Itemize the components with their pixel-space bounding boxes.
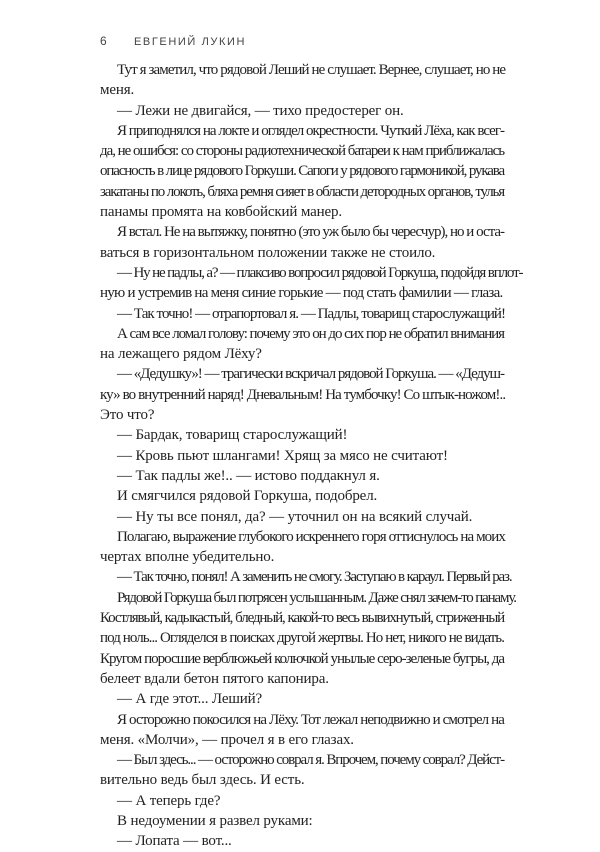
text-line: — «Дедушку»! — трагически вскричал рядовой Горкуша. — «Дедуш-: [117, 366, 504, 383]
text-line: — Ну не падлы, а? — плаксиво вопросил рядовой Горкуша, подойдя вплот-: [117, 264, 523, 281]
text-line: панамы промята на ковбойский манер.: [100, 204, 342, 221]
running-head: [100, 34, 246, 48]
text-line: чертах вполне убедительно.: [100, 549, 275, 566]
text-line: — Лежи не двигайся, — тихо предостерег он.: [117, 102, 404, 119]
text-line: В недоумении я развел руками:: [117, 812, 313, 829]
page-number: 6: [100, 34, 107, 48]
text-line: — Так падлы же!.. — истово поддакнул я.: [117, 467, 380, 484]
text-line: И смягчился рядовой Горкуша, подобрел.: [117, 488, 378, 505]
text-line: Тут я заметил, что рядовой Леший не слушает. Вернее, слушает, но не: [117, 62, 506, 78]
text-line: Я осторожно покосился на Лёху. Тот лежал неподвижно и смотрел на: [117, 711, 504, 728]
text-line: Полагаю, выражение глубокого искреннего горя оттиснулось на моих: [117, 528, 505, 545]
text-line: меня. «Молчи», — прочел я в его глазах.: [100, 731, 354, 748]
text-line: вительно ведь был здесь. И есть.: [100, 772, 305, 789]
text-line: на лежащего рядом Лёху?: [100, 346, 262, 363]
text-line: — Так точно, понял! А заменить не смогу. Заступаю в караул. Первый раз.: [117, 569, 512, 586]
text-line: ную и устремив на меня синие горькие — под стать фамилии — глаза.: [100, 285, 503, 302]
text-line: да, не ошибся: со стороны радиотехнической батареи к нам приближалась: [100, 143, 504, 160]
text-line: — Бардак, товарищ старослужащий!: [117, 427, 348, 444]
text-line: белеет вдали бетон пятого капонира.: [100, 670, 329, 687]
text-line: — Ну ты все понял, да? — уточнил он на всякий случай.: [117, 508, 473, 525]
text-line: закатаны по локоть, бляха ремня сияет в области детородных органов, тулья: [100, 183, 504, 200]
text-line: Я встал. Не на вытяжку, понятно (это уж было бы чересчур), но и оста-: [117, 224, 504, 241]
text-line: Костлявый, кадыкастый, бледный, какой-то весь вывихнутый, стриженный: [100, 610, 504, 627]
text-line: — Был здесь... — осторожно соврал я. Впрочем, почему соврал? Дейст-: [117, 752, 505, 769]
text-line: опасность в лице рядового Горкуши. Сапоги у рядового гармоникой, рукава: [100, 163, 504, 180]
text-line: меня.: [100, 82, 135, 99]
author-name: ЕВГЕНИЙ ЛУКИН: [134, 36, 247, 48]
text-line: — А где этот... Леший?: [117, 691, 262, 708]
text-line: ваться в горизонтальном положении также не стоило.: [100, 244, 436, 261]
text-line: Я приподнялся на локте и оглядел окрестности. Чуткий Лёха, как всег-: [117, 122, 504, 139]
text-line: под ноль... Огляделся в поисках другой жертвы. Но нет, никого не видать.: [100, 630, 504, 647]
body-text: [100, 60, 523, 852]
text-line: Кругом поросшие верблюжьей колючкой унылые серо-зеленые бугры, да: [100, 650, 504, 667]
text-line: — Кровь пьют шлангами! Хрящ за мясо не считают!: [117, 447, 448, 464]
text-line: Рядовой Горкуша был потрясен услышанным. Даже снял зачем-то панаму.: [117, 589, 516, 606]
text-line: — А теперь где?: [117, 792, 221, 809]
text-line: ку» во внутренний наряд! Дневальным! На тумбочку! Со штык-ножом!..: [100, 386, 506, 403]
text-line: — Так точно! — отрапортовал я. — Падлы, товарищ старослужащий!: [117, 305, 506, 322]
text-line: — Лопата — вот...: [117, 833, 232, 850]
text-line: А сам все ломал голову: почему это он до сих пор не обратил внимания: [117, 325, 504, 342]
text-line: Это что?: [100, 407, 155, 424]
